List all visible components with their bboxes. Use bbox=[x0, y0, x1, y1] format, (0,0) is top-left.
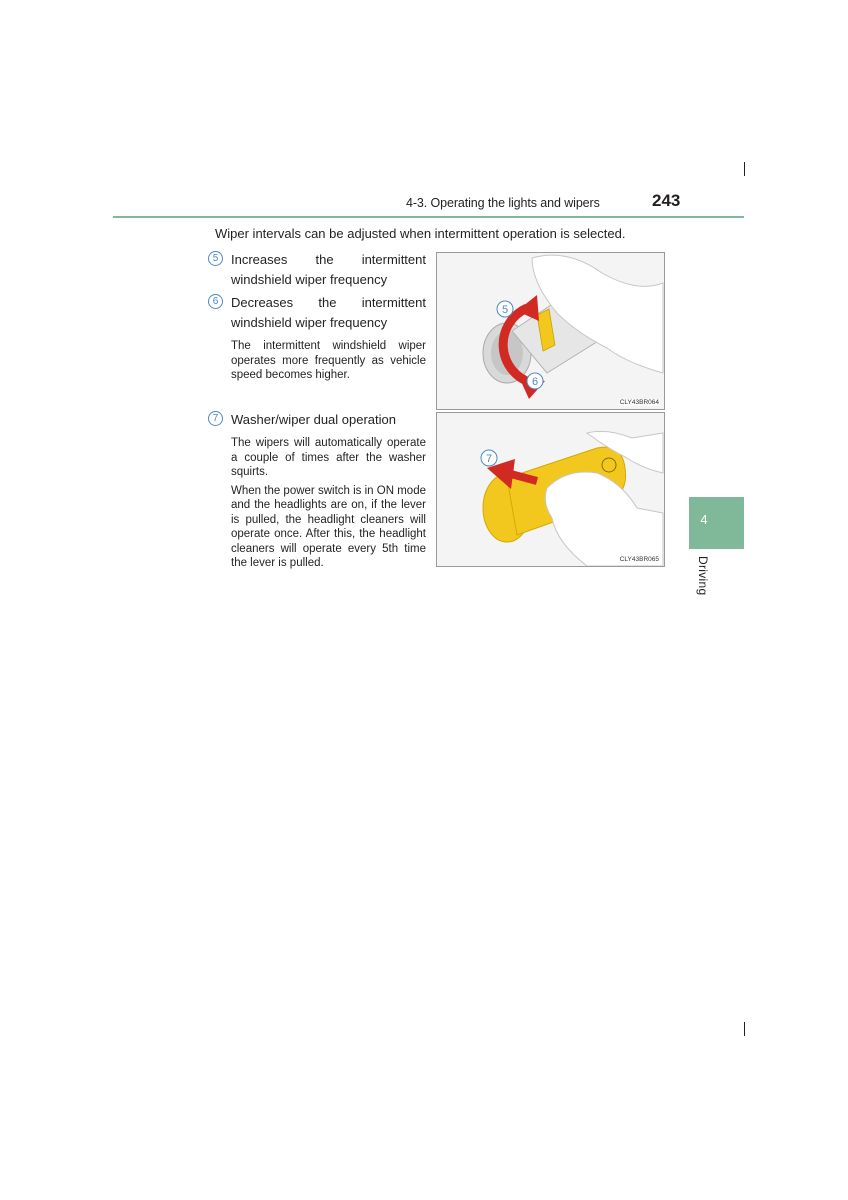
header-rule bbox=[113, 216, 744, 218]
item-note: The intermittent windshield wiper operates more frequently as vehicle speed becomes higher. bbox=[231, 340, 426, 381]
item-note: The wipers will automatically operate a couple of times after the washer squirts. bbox=[231, 437, 426, 478]
callout-6: 6 bbox=[531, 376, 539, 388]
figure-wiper-frequency bbox=[436, 252, 665, 410]
intro-text: Wiper intervals can be adjusted when intermittent operation is selected. bbox=[215, 226, 626, 241]
item-note: When the power switch is in ON mode and the headlights are on, if the lever is pulled, the headlight cleaners will operate once. After this, the headlight cleaners will operate every 5th time the lever is pulled. bbox=[231, 484, 426, 569]
item-text: Increases the intermittent windshield wiper frequency bbox=[231, 252, 426, 287]
list-item-7 bbox=[208, 410, 426, 571]
section-title: 4-3. Operating the lights and wipers bbox=[406, 196, 600, 210]
crop-mark-bottom bbox=[744, 1022, 745, 1036]
wiper-lever-illustration bbox=[437, 253, 664, 409]
callout-5: 5 bbox=[501, 304, 509, 316]
list-item-5 bbox=[208, 250, 426, 290]
figure-code: CLY43BR064 bbox=[619, 399, 659, 406]
figure-washer-operation bbox=[436, 412, 665, 567]
washer-lever-illustration bbox=[437, 413, 664, 566]
callout-7: 7 bbox=[485, 453, 493, 465]
item-text: Decreases the intermittent windshield wiper frequency bbox=[231, 295, 426, 330]
crop-mark-top bbox=[744, 162, 745, 176]
item-number-badge: 6 bbox=[208, 294, 223, 309]
chapter-tab bbox=[689, 497, 744, 549]
item-number-badge: 5 bbox=[208, 251, 223, 266]
item-number-badge: 7 bbox=[208, 411, 223, 426]
list-item-6 bbox=[208, 293, 426, 383]
figure-code: CLY43BR065 bbox=[619, 556, 659, 563]
page-number: 243 bbox=[652, 191, 681, 210]
chapter-label: Driving bbox=[696, 556, 710, 596]
chapter-number: 4 bbox=[700, 512, 708, 527]
item-text: Washer/wiper dual operation bbox=[231, 412, 396, 427]
